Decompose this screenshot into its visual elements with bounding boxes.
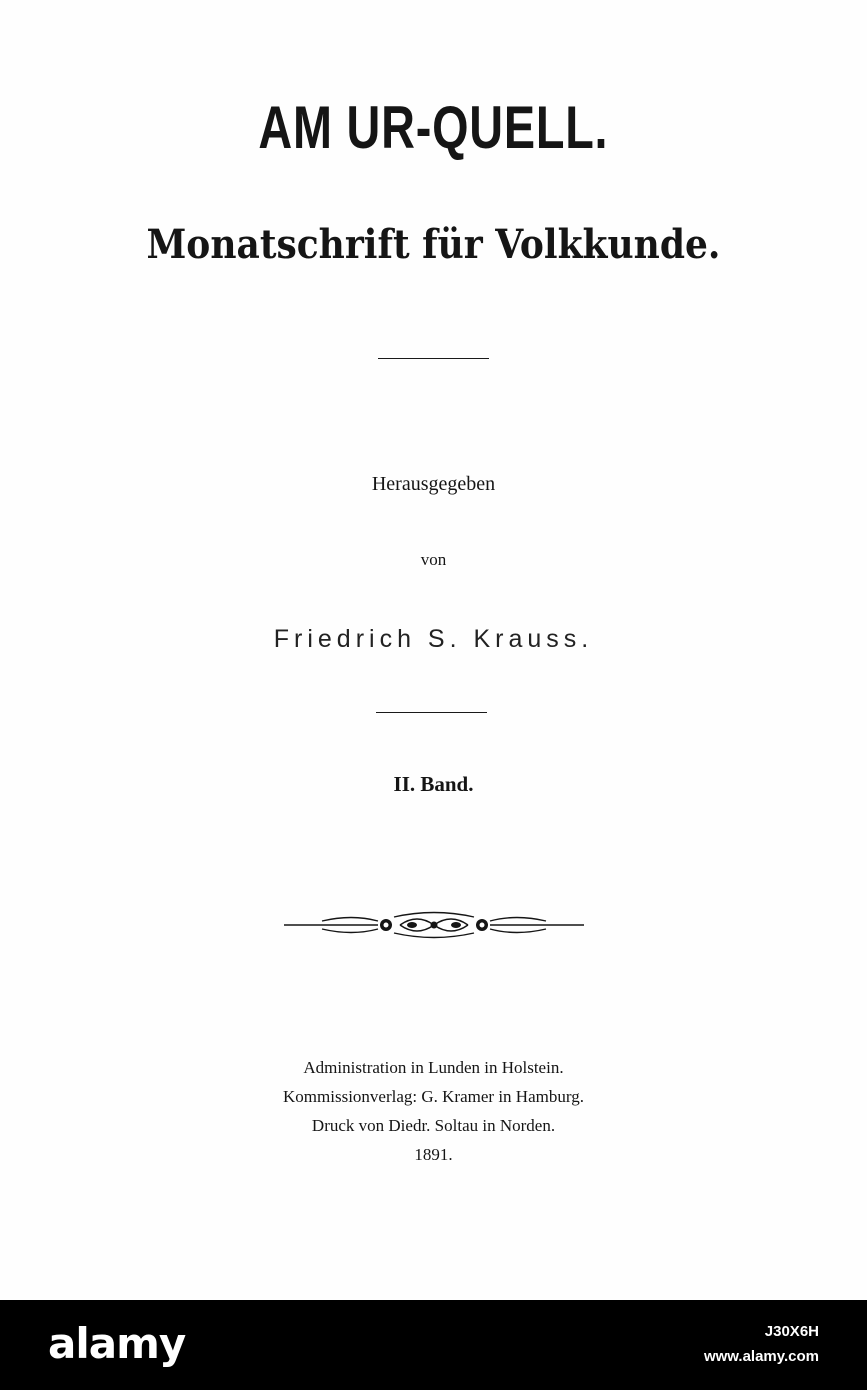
imprint-block bbox=[0, 1053, 867, 1169]
image-id: J30X6H bbox=[764, 1323, 819, 1340]
journal-subtitle: Monatschrift für Volkkunde. bbox=[146, 221, 721, 268]
volume-label: II. Band. bbox=[393, 772, 474, 796]
watermark-footer bbox=[0, 1300, 867, 1390]
divider-rule-top bbox=[378, 358, 489, 359]
editor-name: Friedrich S. Krauss. bbox=[273, 625, 594, 653]
von-label: von bbox=[420, 550, 447, 569]
imprint-line-printer: Druck von Diedr. Soltau in Norden. bbox=[311, 1116, 556, 1135]
journal-title: AM UR-QUELL. bbox=[258, 94, 609, 161]
imprint-line-publisher: Kommissionverlag: G. Kramer in Hamburg. bbox=[283, 1087, 584, 1106]
decorative-flourish-icon bbox=[282, 908, 586, 942]
imprint-line-year: 1891. bbox=[414, 1145, 453, 1164]
imprint-line-administration: Administration in Lunden in Holstein. bbox=[303, 1058, 564, 1077]
site-url: www.alamy.com bbox=[703, 1348, 819, 1365]
editor-label: Herausgegeben bbox=[371, 473, 496, 495]
divider-rule-bottom bbox=[376, 712, 487, 713]
alamy-logo: alamy bbox=[48, 1319, 186, 1368]
